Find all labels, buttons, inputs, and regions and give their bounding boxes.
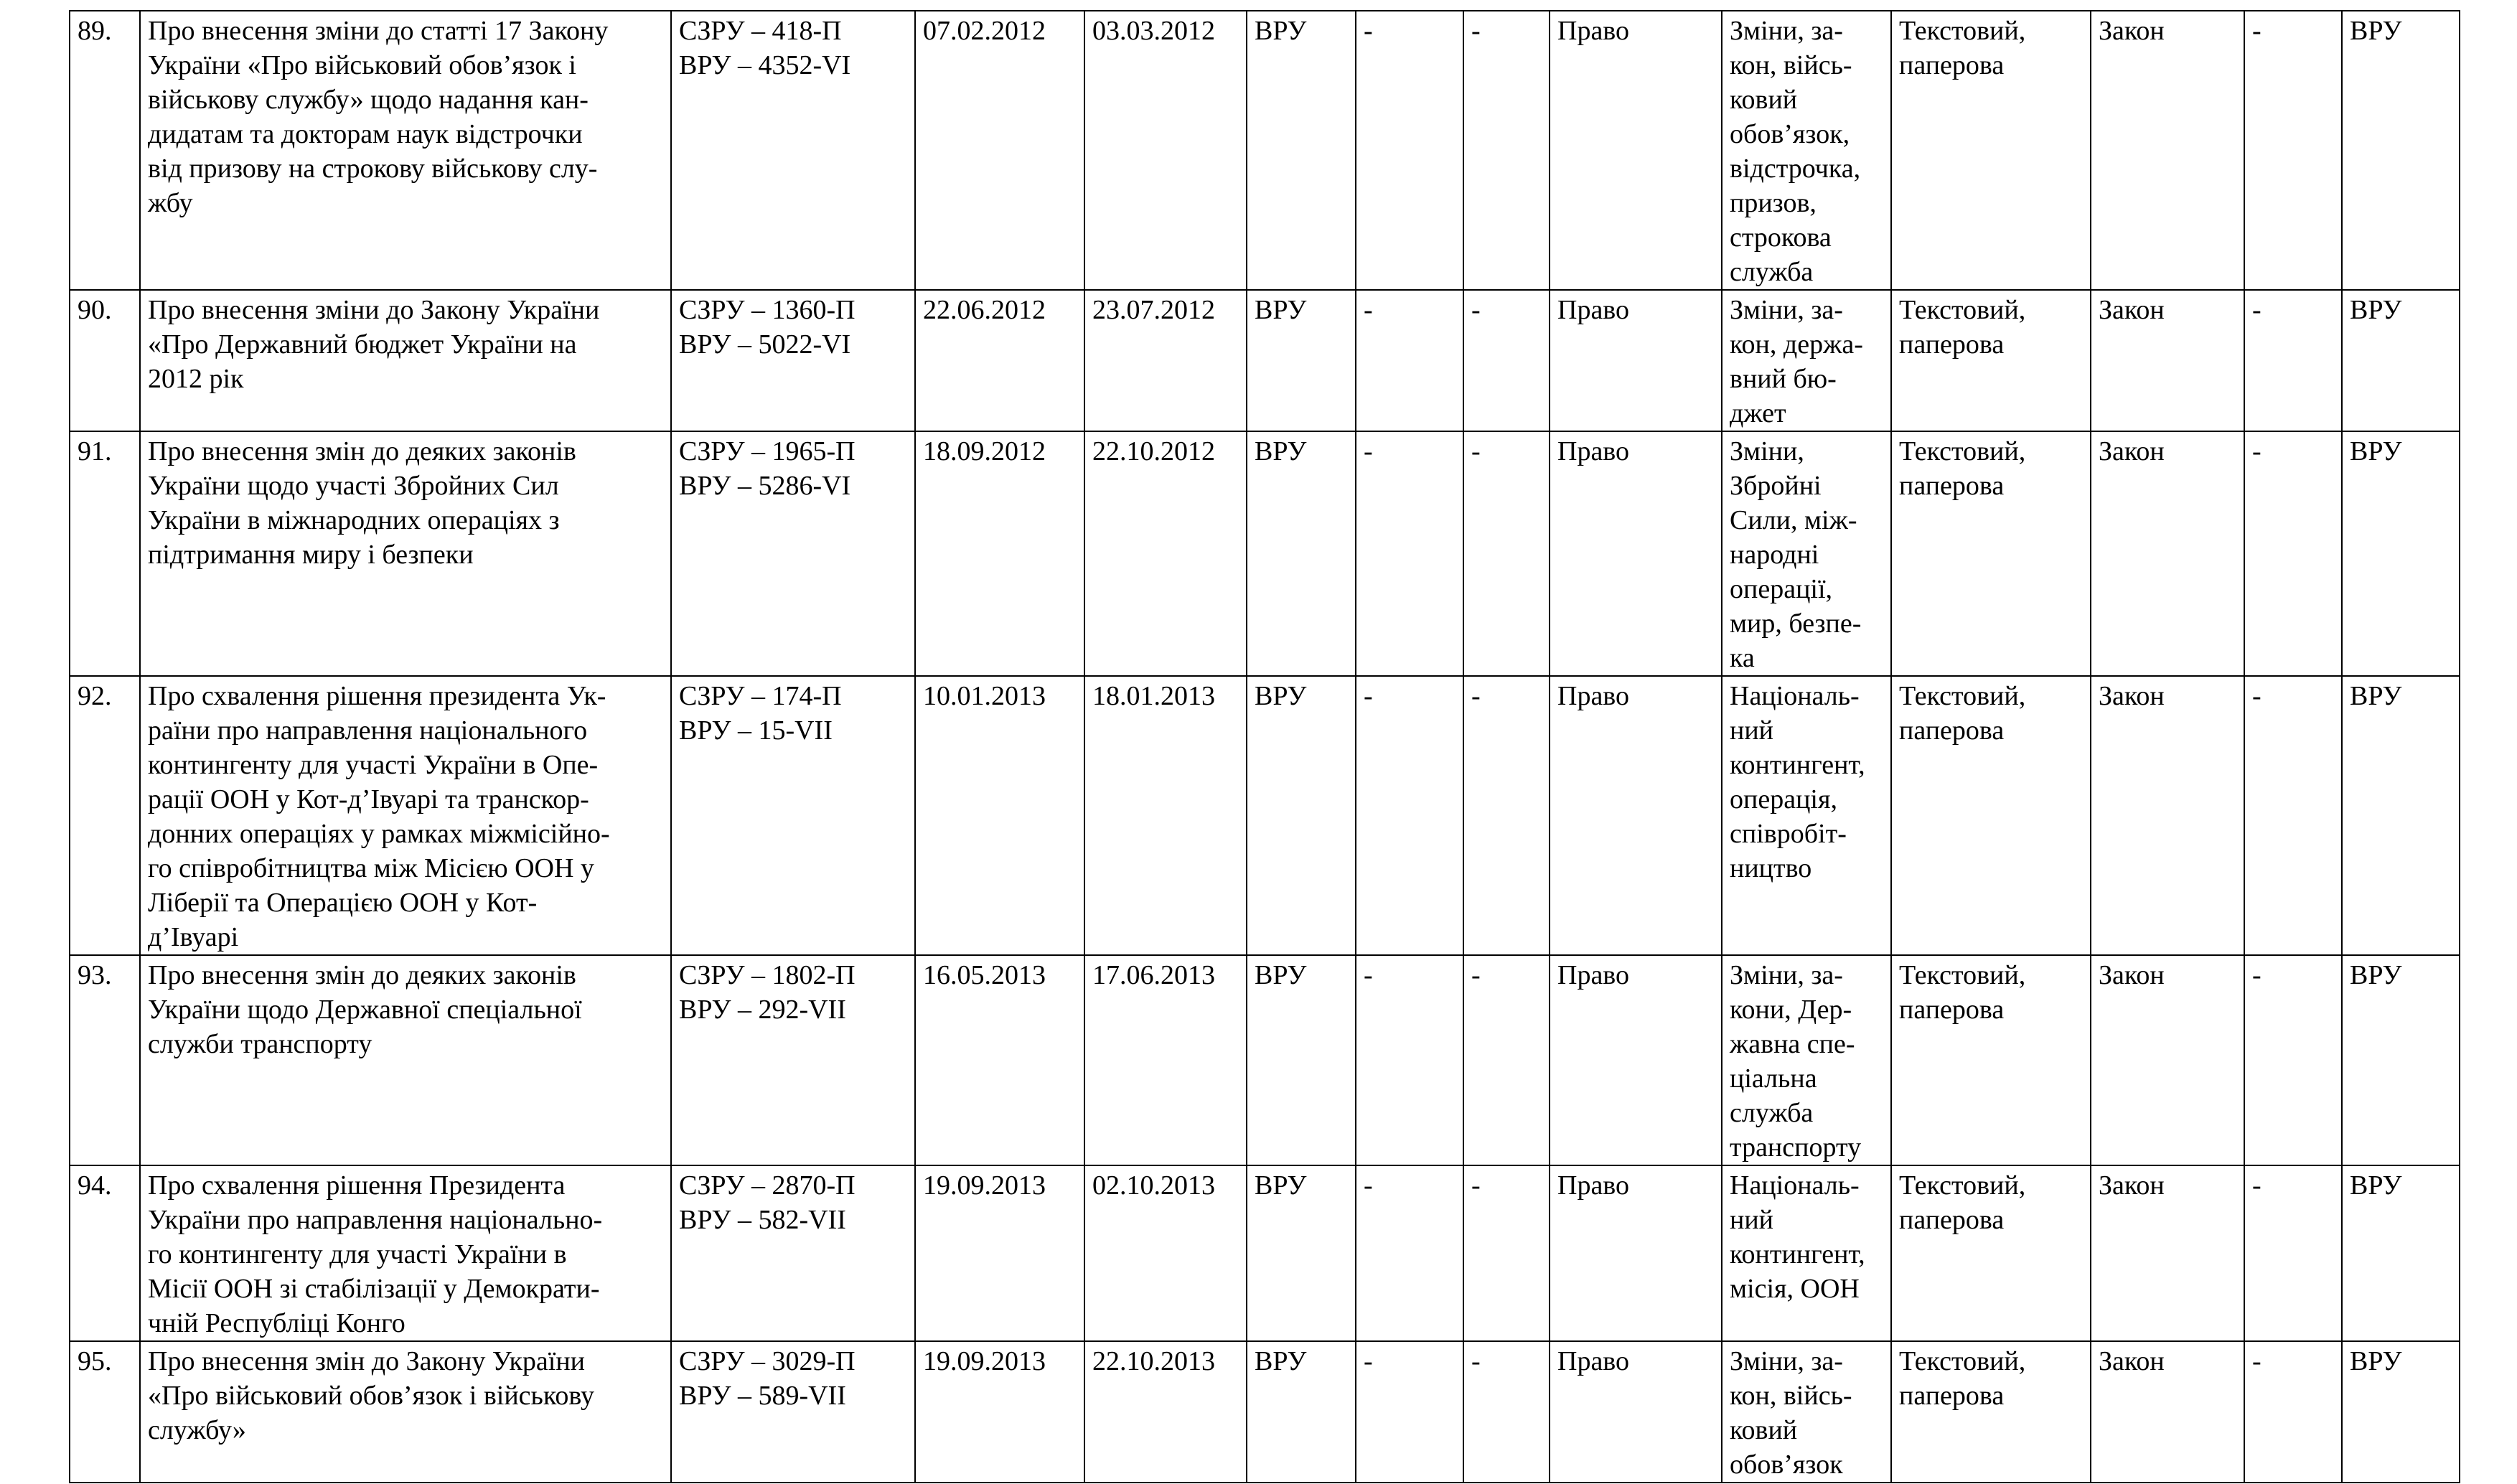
registration-numbers: СЗРУ – 2870-П ВРУ – 582-VII bbox=[679, 1170, 856, 1235]
column-12-value: - bbox=[2252, 1170, 2261, 1201]
column-12-value-cell bbox=[2244, 1341, 2342, 1483]
document-format: Текстовий, паперова bbox=[1899, 681, 2026, 746]
column-6-value: - bbox=[1364, 1346, 1373, 1376]
registration-date: 22.06.2012 bbox=[923, 295, 1046, 325]
registration-date-cell bbox=[915, 1165, 1084, 1341]
document-format: Текстовий, паперова bbox=[1899, 960, 2026, 1025]
author-body: ВРУ bbox=[2350, 1346, 2402, 1376]
document-type-cell bbox=[2091, 676, 2244, 955]
column-12-value-cell bbox=[2244, 1165, 2342, 1341]
keywords-cell bbox=[1722, 1341, 1891, 1483]
registration-numbers-cell bbox=[671, 955, 915, 1165]
column-7-value-cell bbox=[1463, 11, 1550, 290]
law-title-cell bbox=[140, 290, 671, 431]
column-7-value: - bbox=[1471, 1346, 1481, 1376]
column-6-value: - bbox=[1364, 295, 1373, 325]
subject-field-cell bbox=[1550, 955, 1722, 1165]
document-format-cell bbox=[1891, 1165, 2091, 1341]
subject-field-cell bbox=[1550, 1341, 1722, 1483]
column-6-value-cell bbox=[1356, 1341, 1463, 1483]
column-7-value-cell bbox=[1463, 431, 1550, 676]
column-7-value: - bbox=[1471, 1170, 1481, 1201]
keywords-cell bbox=[1722, 676, 1891, 955]
column-12-value: - bbox=[2252, 681, 2261, 711]
registration-date-cell bbox=[915, 676, 1084, 955]
registration-numbers-cell bbox=[671, 676, 915, 955]
registration-numbers-cell bbox=[671, 1341, 915, 1483]
document-type-cell bbox=[2091, 431, 2244, 676]
document-type: Закон bbox=[2099, 960, 2165, 990]
keywords: Зміни, Збройні Сили, між- народні операції, мир, безпе- ка bbox=[1730, 436, 1862, 673]
row-number-cell bbox=[70, 11, 140, 290]
issuing-body-cell bbox=[1247, 290, 1356, 431]
column-7-value: - bbox=[1471, 960, 1481, 990]
column-12-value-cell bbox=[2244, 290, 2342, 431]
subject-field-cell bbox=[1550, 11, 1722, 290]
column-6-value-cell bbox=[1356, 955, 1463, 1165]
adoption-date-cell bbox=[1084, 290, 1247, 431]
row-number: 95. bbox=[78, 1346, 112, 1376]
issuing-body-cell bbox=[1247, 431, 1356, 676]
column-7-value: - bbox=[1471, 436, 1481, 466]
registration-numbers-cell bbox=[671, 431, 915, 676]
column-6-value: - bbox=[1364, 16, 1373, 46]
registration-date: 18.09.2012 bbox=[923, 436, 1046, 466]
table-row bbox=[70, 676, 2460, 955]
registration-date-cell bbox=[915, 955, 1084, 1165]
row-number: 91. bbox=[78, 436, 112, 466]
document-format-cell bbox=[1891, 290, 2091, 431]
column-7-value: - bbox=[1471, 16, 1481, 46]
keywords-cell bbox=[1722, 955, 1891, 1165]
author-body: ВРУ bbox=[2350, 681, 2402, 711]
column-7-value-cell bbox=[1463, 955, 1550, 1165]
law-title-cell bbox=[140, 676, 671, 955]
document-format-cell bbox=[1891, 431, 2091, 676]
registration-numbers: СЗРУ – 1360-П ВРУ – 5022-VI bbox=[679, 295, 856, 360]
author-body-cell bbox=[2342, 290, 2460, 431]
author-body-cell bbox=[2342, 431, 2460, 676]
issuing-body: ВРУ bbox=[1255, 436, 1307, 466]
adoption-date-cell bbox=[1084, 676, 1247, 955]
adoption-date: 23.07.2012 bbox=[1092, 295, 1215, 325]
document-type: Закон bbox=[2099, 1170, 2165, 1201]
subject-field: Право bbox=[1557, 681, 1629, 711]
law-title: Про внесення зміни до Закону України «Про Державний бюджет України на 2012 рік bbox=[148, 295, 600, 394]
document-format: Текстовий, паперова bbox=[1899, 1170, 2026, 1235]
registration-numbers: СЗРУ – 3029-П ВРУ – 589-VII bbox=[679, 1346, 856, 1411]
keywords: Національ- ний контингент, місія, ООН bbox=[1730, 1170, 1865, 1304]
adoption-date: 02.10.2013 bbox=[1092, 1170, 1215, 1201]
row-number: 90. bbox=[78, 295, 112, 325]
registration-numbers: СЗРУ – 1802-П ВРУ – 292-VII bbox=[679, 960, 856, 1025]
law-title: Про внесення зміни до статті 17 Закону України «Про військовий обов’язок і військову службу» щодо надання кан- дидатам та докторам наук відстрочки від призову на строкову військову слу- жбу bbox=[148, 16, 609, 218]
registration-numbers: СЗРУ – 418-П ВРУ – 4352-VI bbox=[679, 16, 851, 80]
keywords: Зміни, за- кон, держа- вний бю- джет bbox=[1730, 295, 1863, 428]
issuing-body-cell bbox=[1247, 676, 1356, 955]
issuing-body: ВРУ bbox=[1255, 295, 1307, 325]
table-row bbox=[70, 1341, 2460, 1483]
subject-field-cell bbox=[1550, 676, 1722, 955]
issuing-body: ВРУ bbox=[1255, 16, 1307, 46]
column-6-value-cell bbox=[1356, 1165, 1463, 1341]
keywords-cell bbox=[1722, 11, 1891, 290]
column-12-value-cell bbox=[2244, 11, 2342, 290]
issuing-body: ВРУ bbox=[1255, 1346, 1307, 1376]
registration-numbers: СЗРУ – 1965-П ВРУ – 5286-VI bbox=[679, 436, 856, 501]
registration-date-cell bbox=[915, 431, 1084, 676]
document-type: Закон bbox=[2099, 681, 2165, 711]
keywords: Зміни, за- кон, війсь- ковий обов’язок bbox=[1730, 1346, 1852, 1480]
law-title: Про внесення змін до деяких законів України щодо участі Збройних Сил України в міжнародних операціях з підтримання миру і безпеки bbox=[148, 436, 576, 570]
issuing-body: ВРУ bbox=[1255, 1170, 1307, 1201]
registration-numbers-cell bbox=[671, 290, 915, 431]
adoption-date: 03.03.2012 bbox=[1092, 16, 1215, 46]
adoption-date: 17.06.2013 bbox=[1092, 960, 1215, 990]
registration-date: 19.09.2013 bbox=[923, 1170, 1046, 1201]
law-title-cell bbox=[140, 431, 671, 676]
table-row bbox=[70, 431, 2460, 676]
author-body-cell bbox=[2342, 676, 2460, 955]
registration-date-cell bbox=[915, 1341, 1084, 1483]
document-format: Текстовий, паперова bbox=[1899, 1346, 2026, 1411]
law-title-cell bbox=[140, 11, 671, 290]
column-6-value-cell bbox=[1356, 290, 1463, 431]
document-type-cell bbox=[2091, 1165, 2244, 1341]
document-type: Закон bbox=[2099, 436, 2165, 466]
adoption-date: 22.10.2012 bbox=[1092, 436, 1215, 466]
author-body: ВРУ bbox=[2350, 1170, 2402, 1201]
registration-date-cell bbox=[915, 11, 1084, 290]
issuing-body: ВРУ bbox=[1255, 681, 1307, 711]
law-title-cell bbox=[140, 955, 671, 1165]
table-row bbox=[70, 955, 2460, 1165]
column-12-value-cell bbox=[2244, 431, 2342, 676]
keywords-cell bbox=[1722, 290, 1891, 431]
keywords-cell bbox=[1722, 431, 1891, 676]
issuing-body-cell bbox=[1247, 1165, 1356, 1341]
document-type-cell bbox=[2091, 290, 2244, 431]
author-body-cell bbox=[2342, 1341, 2460, 1483]
law-title: Про схвалення рішення Президента України про направлення національно- го контингенту для участі України в Місії ООН зі стабілізації у Демократи- чній Республіці Конго bbox=[148, 1170, 603, 1338]
law-title: Про внесення змін до деяких законів України щодо Державної спеціальної служби транспорту bbox=[148, 960, 582, 1059]
table-row bbox=[70, 11, 2460, 290]
document-format-cell bbox=[1891, 11, 2091, 290]
row-number-cell bbox=[70, 1165, 140, 1341]
row-number: 92. bbox=[78, 681, 112, 711]
subject-field: Право bbox=[1557, 960, 1629, 990]
row-number-cell bbox=[70, 290, 140, 431]
issuing-body-cell bbox=[1247, 1341, 1356, 1483]
row-number-cell bbox=[70, 676, 140, 955]
document-format: Текстовий, паперова bbox=[1899, 295, 2026, 360]
registration-numbers-cell bbox=[671, 1165, 915, 1341]
adoption-date: 18.01.2013 bbox=[1092, 681, 1215, 711]
document-format-cell bbox=[1891, 1341, 2091, 1483]
adoption-date-cell bbox=[1084, 1341, 1247, 1483]
author-body: ВРУ bbox=[2350, 295, 2402, 325]
adoption-date-cell bbox=[1084, 955, 1247, 1165]
table-row bbox=[70, 1165, 2460, 1341]
column-6-value-cell bbox=[1356, 11, 1463, 290]
registration-date-cell bbox=[915, 290, 1084, 431]
subject-field: Право bbox=[1557, 436, 1629, 466]
author-body-cell bbox=[2342, 11, 2460, 290]
author-body: ВРУ bbox=[2350, 16, 2402, 46]
registration-numbers: СЗРУ – 174-П ВРУ – 15-VII bbox=[679, 681, 842, 746]
column-7-value-cell bbox=[1463, 1165, 1550, 1341]
author-body: ВРУ bbox=[2350, 436, 2402, 466]
column-7-value: - bbox=[1471, 295, 1481, 325]
issuing-body: ВРУ bbox=[1255, 960, 1307, 990]
registration-date: 07.02.2012 bbox=[923, 16, 1046, 46]
law-title-cell bbox=[140, 1165, 671, 1341]
subject-field-cell bbox=[1550, 431, 1722, 676]
column-7-value-cell bbox=[1463, 676, 1550, 955]
keywords: Зміни, за- кон, війсь- ковий обов’язок, відстрочка, призов, строкова служба bbox=[1730, 16, 1861, 287]
subject-field-cell bbox=[1550, 290, 1722, 431]
registration-date: 10.01.2013 bbox=[923, 681, 1046, 711]
column-6-value: - bbox=[1364, 960, 1373, 990]
adoption-date-cell bbox=[1084, 11, 1247, 290]
author-body-cell bbox=[2342, 955, 2460, 1165]
table-row bbox=[70, 290, 2460, 431]
subject-field: Право bbox=[1557, 295, 1629, 325]
document-type-cell bbox=[2091, 11, 2244, 290]
row-number-cell bbox=[70, 431, 140, 676]
column-6-value: - bbox=[1364, 681, 1373, 711]
column-12-value: - bbox=[2252, 1346, 2261, 1376]
document-format: Текстовий, паперова bbox=[1899, 436, 2026, 501]
document-type-cell bbox=[2091, 1341, 2244, 1483]
subject-field-cell bbox=[1550, 1165, 1722, 1341]
document-type: Закон bbox=[2099, 16, 2165, 46]
column-7-value-cell bbox=[1463, 1341, 1550, 1483]
law-registry-table bbox=[69, 10, 2460, 1483]
document-type: Закон bbox=[2099, 1346, 2165, 1376]
column-7-value: - bbox=[1471, 681, 1481, 711]
table-body bbox=[70, 11, 2460, 1483]
law-title-cell bbox=[140, 1341, 671, 1483]
document-format-cell bbox=[1891, 955, 2091, 1165]
author-body-cell bbox=[2342, 1165, 2460, 1341]
column-12-value: - bbox=[2252, 16, 2261, 46]
row-number-cell bbox=[70, 955, 140, 1165]
keywords-cell bbox=[1722, 1165, 1891, 1341]
row-number-cell bbox=[70, 1341, 140, 1483]
document-type-cell bbox=[2091, 955, 2244, 1165]
subject-field: Право bbox=[1557, 1170, 1629, 1201]
column-12-value: - bbox=[2252, 436, 2261, 466]
adoption-date-cell bbox=[1084, 1165, 1247, 1341]
column-6-value: - bbox=[1364, 1170, 1373, 1201]
keywords: Національ- ний контингент, операція, співробіт- ництво bbox=[1730, 681, 1865, 883]
registration-numbers-cell bbox=[671, 11, 915, 290]
row-number: 94. bbox=[78, 1170, 112, 1201]
column-6-value-cell bbox=[1356, 676, 1463, 955]
subject-field: Право bbox=[1557, 16, 1629, 46]
column-6-value-cell bbox=[1356, 431, 1463, 676]
column-6-value: - bbox=[1364, 436, 1373, 466]
issuing-body-cell bbox=[1247, 955, 1356, 1165]
document-format-cell bbox=[1891, 676, 2091, 955]
registration-date: 19.09.2013 bbox=[923, 1346, 1046, 1376]
subject-field: Право bbox=[1557, 1346, 1629, 1376]
law-title: Про схвалення рішення президента Ук- раїни про направлення національного контингенту для участі України в Опе- рації ООН у Кот-д’Івуарі та транскор- донних операціях у рамках міжмісійно- го співробітництва між Місією ООН у Ліберії та Операцією ООН у Кот- д’Івуарі bbox=[148, 681, 610, 952]
column-12-value-cell bbox=[2244, 676, 2342, 955]
column-12-value: - bbox=[2252, 295, 2261, 325]
adoption-date-cell bbox=[1084, 431, 1247, 676]
law-title: Про внесення змін до Закону України «Про військовий обов’язок і військову службу» bbox=[148, 1346, 595, 1445]
author-body: ВРУ bbox=[2350, 960, 2402, 990]
row-number: 93. bbox=[78, 960, 112, 990]
issuing-body-cell bbox=[1247, 11, 1356, 290]
column-12-value-cell bbox=[2244, 955, 2342, 1165]
document-format: Текстовий, паперова bbox=[1899, 16, 2026, 80]
column-7-value-cell bbox=[1463, 290, 1550, 431]
adoption-date: 22.10.2013 bbox=[1092, 1346, 1215, 1376]
document-type: Закон bbox=[2099, 295, 2165, 325]
registration-date: 16.05.2013 bbox=[923, 960, 1046, 990]
row-number: 89. bbox=[78, 16, 112, 46]
keywords: Зміни, за- кони, Дер- жавна спе- ціальна служба транспорту bbox=[1730, 960, 1862, 1163]
column-12-value: - bbox=[2252, 960, 2261, 990]
